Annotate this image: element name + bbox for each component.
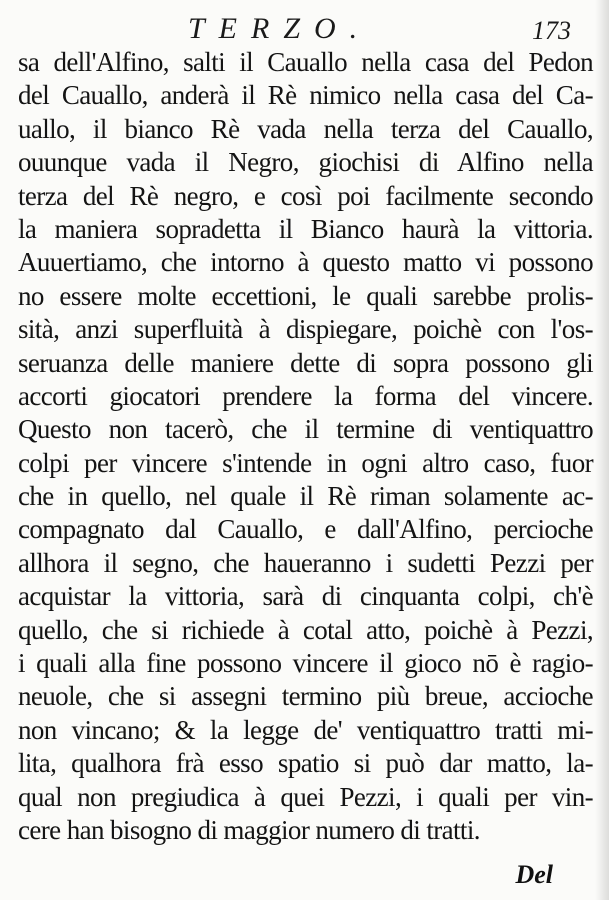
- text-line: quello, che si richiede à cotal atto, poichè à Pezzi,: [18, 614, 593, 645]
- text-line: che in quello, nel quale il Rè riman solamente ac-: [18, 481, 593, 512]
- text-line: colpi per vincere s'intende in ogni altro caso, fuor: [18, 447, 593, 478]
- text-line: ouunque vada il Negro, giochisi di Alfino nella: [18, 147, 593, 178]
- text-line: qual non pregiudica à quei Pezzi, i quali per vin-: [18, 781, 593, 812]
- text-line: sità, anzi superfluità à dispiegare, poichè con l'os-: [18, 314, 593, 345]
- text-line: no essere molte eccettioni, le quali sarebbe prolis-: [18, 280, 593, 311]
- text-line: Questo non tacerò, che il termine di ventiquattro: [18, 414, 593, 445]
- text-line: compagnato dal Cauallo, e dall'Alfino, percioche: [18, 514, 593, 545]
- text-line: sa dell'Alfino, salti il Cauallo nella casa del Pedon: [18, 47, 593, 77]
- text-line: lita, qualhora frà esso spatio si può dar matto, la-: [18, 748, 593, 779]
- body-text: [18, 46, 593, 847]
- text-line-last: cere han bisogno di maggior numero di tratti.: [18, 814, 480, 845]
- text-line: neuole, che si assegni termino più breue, accioche: [18, 681, 593, 712]
- text-line: non vincano; & la legge de' ventiquattro tratti mi-: [18, 714, 593, 745]
- catchword: Del: [515, 860, 553, 889]
- text-line: uallo, il bianco Rè vada nella terza del Cauallo,: [18, 113, 593, 144]
- text-line: terza del Rè negro, e così poi facilmente secondo: [18, 180, 593, 211]
- text-line: Auuertiamo, che intorno à questo matto vi possono: [18, 247, 593, 278]
- text-line: del Cauallo, anderà il Rè nimico nella casa del Ca-: [18, 80, 593, 111]
- text-line: i quali alla fine possono vincere il gioco nō è ragio-: [18, 648, 593, 679]
- text-line: seruanza delle maniere dette di sopra possono gli: [18, 347, 593, 378]
- text-line: acquistar la vittoria, sarà di cinquanta colpi, ch'è: [18, 581, 593, 612]
- running-head: TERZO.: [188, 12, 372, 45]
- text-line: allhora il segno, che haueranno i sudetti Pezzi per: [18, 547, 593, 578]
- page-header: [0, 10, 609, 46]
- spine-shadow: [595, 0, 609, 900]
- text-line: accorti giocatori prendere la forma del vincere.: [18, 380, 593, 411]
- text-line: la maniera sopradetta il Bianco haurà la vittoria.: [18, 213, 593, 244]
- page-number: 173: [532, 16, 571, 45]
